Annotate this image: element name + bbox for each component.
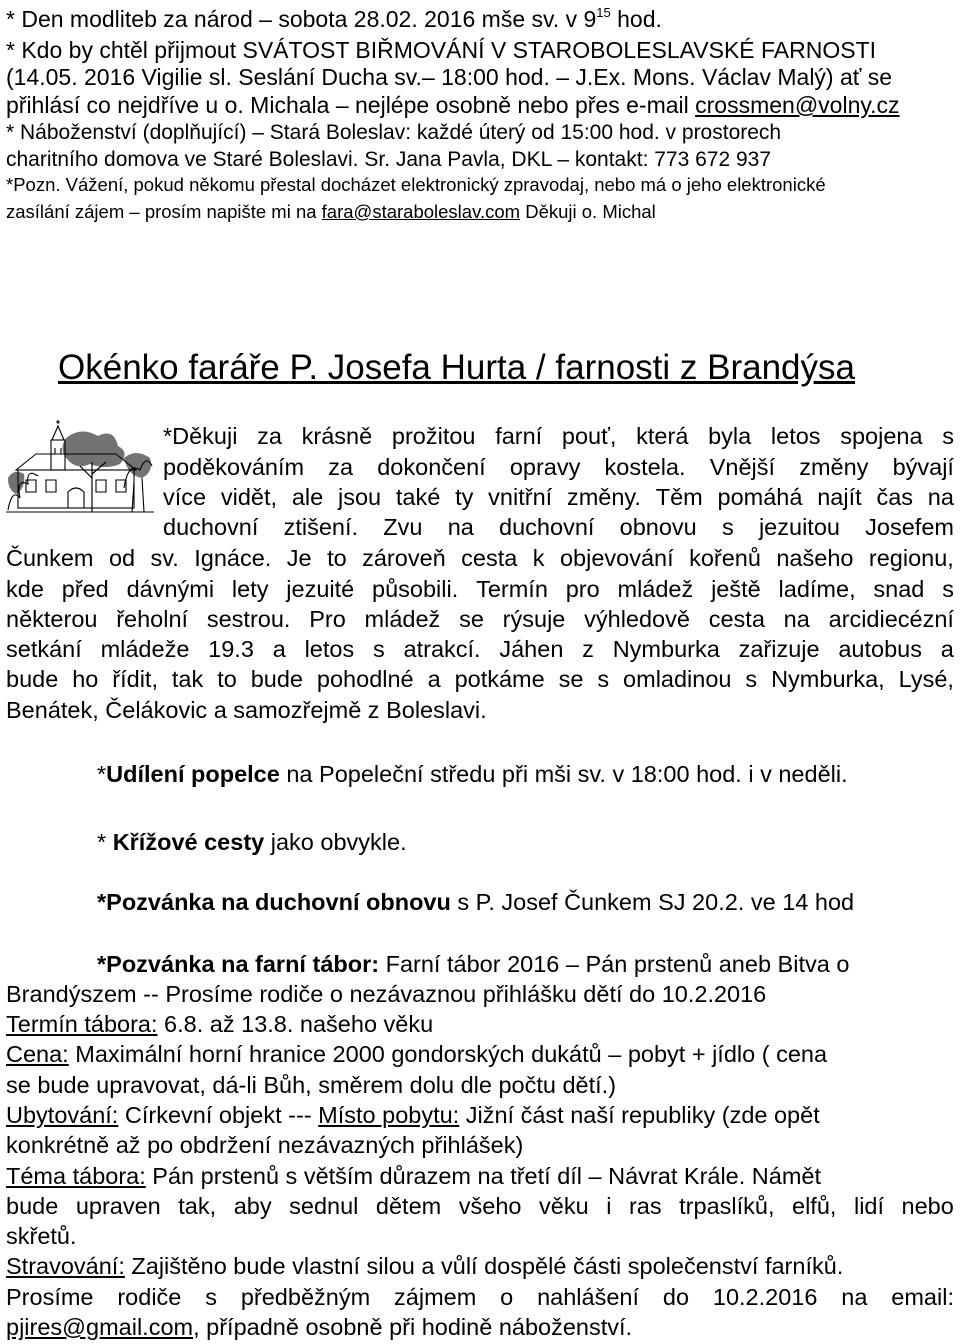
camp-invitation-title: *Pozvánka na farní tábor: Farní tábor 2016 – Pán prstenů aneb Bitva o xyxy=(97,951,850,977)
letter-line-7: některou řeholní sestrou. Pro mládež se rýsuje výhledově cesta na arcidiecézní xyxy=(6,606,954,632)
email-link-pjires[interactable]: pjires@gmail.com xyxy=(6,1314,194,1340)
note-newsletter-line2: zasílání zájem – prosím napište mi na fara@staraboleslav.com Děkuji o. Michal xyxy=(6,201,656,222)
letter-line-8: setkání mládeže 19.3 a letos s atrakcí. Jáhen z Nymburka zařizuje autobus a xyxy=(6,636,954,662)
camp-lodging-line2: konkrétně až po obdržení nezávazných přihlášek) xyxy=(6,1132,524,1158)
notice-confirmation-line2: (14.05. 2016 Vigilie sl. Seslání Ducha sv.– 18:00 hod. – J.Ex. Mons. Václav Malý) ať se xyxy=(6,64,893,90)
letter-line-5: Čunkem od sv. Ignáce. Je to zároveň cesta k objevování kořenů našeho regionu, xyxy=(6,545,954,571)
camp-lodging: Ubytování: Církevní objekt --- Místo pobytu: Jižní část naší republiky (zde opět xyxy=(6,1102,820,1128)
letter-line-1: *Děkuji za krásně prožitou farní pouť, která byla letos spojena s xyxy=(163,423,954,449)
camp-contact-line2: pjires@gmail.com, případně osobně při hodině náboženství. xyxy=(6,1314,633,1340)
letter-line-3: více vidět, ale jsou také ty vnitřní změny. Těm pomáhá najít čas na xyxy=(163,484,954,510)
letter-line-6: kde před dávnými lety jezuité působili. Termín pro mládež ještě ladíme, snad s xyxy=(6,576,954,602)
letter-line-9: bude ho řídit, tak to bude pohodlné a potkáme se s omladinou s Nymburka, Lysé, xyxy=(6,666,954,692)
camp-theme-line3: skřetů. xyxy=(6,1223,77,1249)
church-sketch-image xyxy=(6,418,154,516)
camp-catering: Stravování: Zajištěno bude vlastní silou a vůlí dospělé části společenství farníků. xyxy=(6,1253,844,1279)
letter-line-10: Benátek, Čelákovic a samozřejmě z Boleslavi. xyxy=(6,697,487,723)
retreat-invitation: *Pozvánka na duchovní obnovu s P. Josef Čunkem SJ 20.2. ve 14 hod xyxy=(97,889,855,915)
section-heading: Okénko faráře P. Josefa Hurta / farnosti z Brandýsa xyxy=(58,348,855,387)
notice-confirmation: * Kdo by chtěl přijmout SVÁTOST BIŘMOVÁNÍ V STAROBOLESLAVSKÉ FARNOSTI xyxy=(6,37,877,63)
notice-confirmation-line3: přihlásí co nejdříve u o. Michala – nejlépe osobně nebo přes e-mail crossmen@volny.cz xyxy=(6,92,900,118)
camp-application-line: Brandýszem -- Prosíme rodiče o nezávaznou přihlášku dětí do 10.2.2016 xyxy=(6,981,767,1007)
camp-dates: Termín tábora: 6.8. až 13.8. našeho věku xyxy=(6,1011,434,1037)
camp-theme-line2: bude upraven tak, aby sednul dětem všeho věku i ras trpaslíků, elfů, lidí nebo xyxy=(6,1193,954,1219)
ash-wednesday-notice: *Udílení popelce na Popeleční středu při mši sv. v 18:00 hod. i v neděli. xyxy=(97,761,848,787)
letter-line-4: duchovní ztišení. Zvu na duchovní obnovu s jezuitou Josefem xyxy=(163,514,954,540)
notice-prayer-day: * Den modliteb za národ – sobota 28.02. 2016 mše sv. v $9^{15}$ hod. xyxy=(6,5,662,32)
camp-price-line2: se bude upravovat, dá-li Bůh, směrem dolu dle počtu dětí.) xyxy=(6,1072,617,1098)
letter-line-2: poděkováním za dokončení opravy kostela. Vnější změny bývají xyxy=(163,454,954,480)
camp-contact: Prosíme rodiče s předběžným zájmem o nahlášení do 10.2.2016 na email: xyxy=(6,1284,954,1310)
notice-religion-class-line2: charitního domova ve Staré Boleslavi. Sr. Jana Pavla, DKL – kontakt: 773 672 937 xyxy=(6,148,772,171)
note-newsletter: *Pozn. Vážení, pokud někomu přestal docházet elektronický zpravodaj, nebo má o jeho elektronické xyxy=(6,174,826,195)
email-link-crossmen[interactable]: crossmen@volny.cz xyxy=(695,92,900,118)
email-link-fara[interactable]: fara@staraboleslav.com xyxy=(321,201,521,222)
stations-of-cross-notice: * Křížové cesty jako obvykle. xyxy=(97,829,407,855)
notice-religion-class: * Náboženství (doplňující) – Stará Boleslav: každé úterý od 15:00 hod. v prostorech xyxy=(6,121,782,144)
camp-price: Cena: Maximální horní hranice 2000 gondorských dukátů – pobyt + jídlo ( cena xyxy=(6,1041,828,1067)
camp-theme: Téma tábora: Pán prstenů s větším důrazem na třetí díl – Návrat Krále. Námět xyxy=(6,1163,822,1189)
